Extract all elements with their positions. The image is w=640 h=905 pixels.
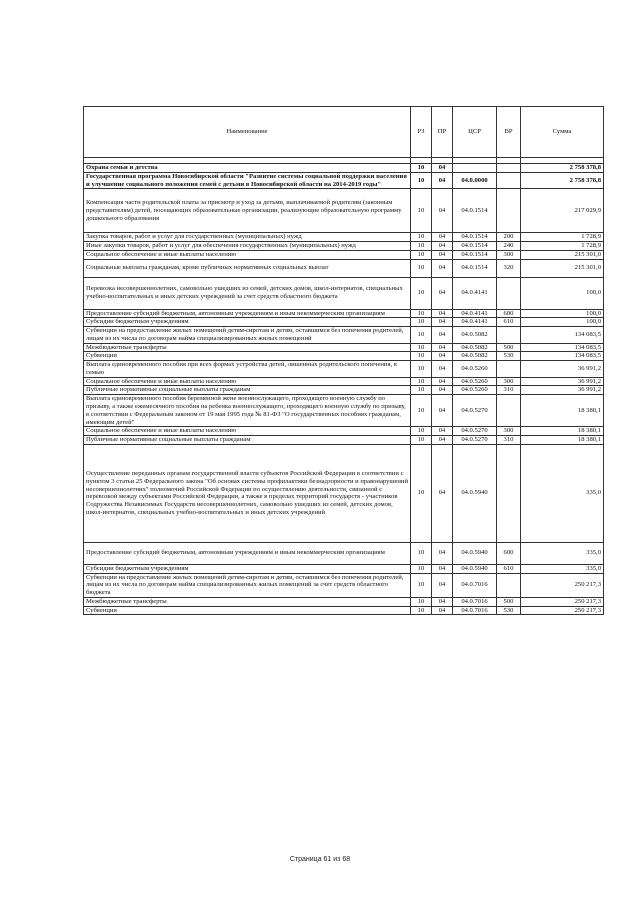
cell-pr: 04 [432,318,453,327]
header-rz: РЗ [411,107,432,158]
cell-csr [453,164,497,173]
cell-vr: 300 [497,427,521,436]
cell-rz: 10 [411,189,432,233]
cell-csr: 04.0.1514 [453,250,497,259]
table-row [84,327,604,344]
cell-csr: 04.0.5940 [453,444,497,542]
header-vr: ВР [497,107,521,158]
cell-sum: 36 991,2 [521,377,604,386]
cell-pr: 04 [432,250,453,259]
cell-sum: 134 083,5 [521,327,604,344]
cell-rz: 10 [411,395,432,427]
cell-vr: 610 [497,318,521,327]
table-row [84,343,604,352]
cell-vr: 300 [497,377,521,386]
cell-vr [497,573,521,597]
cell-rz: 10 [411,597,432,606]
table-row [84,444,604,542]
cell-pr: 04 [432,172,453,189]
cell-rz: 10 [411,318,432,327]
cell-rz: 10 [411,327,432,344]
cell-pr: 04 [432,277,453,309]
cell-csr: 04.0.1514 [453,233,497,242]
header-sum: Сумма [521,107,604,158]
cell-sum: 18 380,1 [521,436,604,445]
table-row [84,189,604,233]
cell-rz: 10 [411,250,432,259]
cell-sum: 250 217,3 [521,573,604,597]
cell-csr: 04.0.7016 [453,597,497,606]
cell-name: Межбюджетные трансферты [84,597,411,606]
cell-name: Предоставление субсидий бюджетным, автономным учреждениям и иным некоммерческим организациям [84,542,411,564]
cell-csr: 04.0.4141 [453,309,497,318]
cell-csr: 04.0.5940 [453,542,497,564]
cell-pr: 04 [432,444,453,542]
cell-pr: 04 [432,395,453,427]
cell-pr: 04 [432,189,453,233]
cell-csr: 04.0.1514 [453,189,497,233]
cell-rz: 10 [411,427,432,436]
cell-rz: 10 [411,564,432,573]
cell-pr: 04 [432,164,453,173]
cell-csr: 04.0.5270 [453,395,497,427]
cell-name: Публичные нормативные социальные выплаты гражданам [84,386,411,395]
table-row [84,164,604,173]
cell-rz: 10 [411,361,432,378]
cell-rz: 10 [411,164,432,173]
cell-vr: 600 [497,542,521,564]
cell-rz: 10 [411,343,432,352]
cell-name: Компенсация части родительской платы за присмотр и уход за детьми, выплачиваемой родителям (законным представителям) детей, посещающих образовательные организации, реализующие образовательную программу дошкольного образования [84,189,411,233]
budget-table [83,106,604,615]
table-row [84,172,604,189]
cell-csr: 04.0.1514 [453,242,497,251]
table-row [84,606,604,615]
cell-name: Социальное обеспечение и иные выплаты населению [84,250,411,259]
cell-pr: 04 [432,327,453,344]
cell-name: Закупка товаров, работ и услуг для государственных (муниципальных) нужд [84,233,411,242]
cell-csr: 04.0.5260 [453,377,497,386]
table-row [84,564,604,573]
table-row [84,386,604,395]
cell-pr: 04 [432,352,453,361]
cell-name: Публичные нормативные социальные выплаты гражданам [84,436,411,445]
cell-pr: 04 [432,233,453,242]
header-csr: ЦСР [453,107,497,158]
cell-csr: 04.0.5260 [453,386,497,395]
table-row [84,318,604,327]
cell-sum: 36 991,2 [521,361,604,378]
cell-pr: 04 [432,606,453,615]
cell-pr: 04 [432,242,453,251]
cell-vr: 320 [497,259,521,277]
cell-rz: 10 [411,352,432,361]
table-row [84,250,604,259]
cell-csr: 04.0.7016 [453,573,497,597]
cell-sum: 250 217,3 [521,597,604,606]
cell-vr: 610 [497,564,521,573]
cell-sum: 1 728,9 [521,233,604,242]
cell-sum: 335,0 [521,564,604,573]
cell-pr: 04 [432,542,453,564]
cell-pr: 04 [432,259,453,277]
cell-vr: 300 [497,250,521,259]
cell-rz: 10 [411,233,432,242]
cell-sum: 134 083,5 [521,352,604,361]
cell-rz: 10 [411,242,432,251]
cell-name: Социальные выплаты гражданам, кроме публичных нормативных социальных выплат [84,259,411,277]
cell-pr: 04 [432,427,453,436]
cell-csr: 04.0.1514 [453,259,497,277]
table-row [84,361,604,378]
cell-csr: 04.0.4141 [453,318,497,327]
table-row [84,352,604,361]
cell-csr: 04.0.5082 [453,343,497,352]
cell-vr [497,361,521,378]
cell-sum: 18 380,1 [521,427,604,436]
table-header-row [84,107,604,158]
cell-pr: 04 [432,361,453,378]
cell-csr: 04.0.7016 [453,606,497,615]
cell-name: Субвенции на предоставление жилых помещений детям-сиротам и детям, оставшимся без попечения родителей, лицам из их числа по договорам найма специализированных жилых помещений за счет средств областного бюджета [84,573,411,597]
cell-csr: 04.0.0000 [453,172,497,189]
cell-vr: 200 [497,233,521,242]
header-name: Наименование [84,107,411,158]
cell-vr [497,189,521,233]
table-row [84,233,604,242]
cell-sum: 1 728,9 [521,242,604,251]
cell-name: Предоставление субсидий бюджетным, автономным учреждениям и иным некоммерческим организациям [84,309,411,318]
cell-vr [497,395,521,427]
cell-rz: 10 [411,172,432,189]
page-number: Страница 61 из 68 [289,856,351,863]
cell-vr: 530 [497,606,521,615]
cell-name: Перевозка несовершеннолетних, самовольно ушедших из семей, детских домов, школ-интернатов, специальных учебно-воспитательных и иных детских учреждений за счет средств областного бюджета [84,277,411,309]
cell-pr: 04 [432,386,453,395]
cell-name: Осуществление переданных органам государственной власти субъектов Российской Федерации в соответствии с пунктом 3 статьи 25 Федерального закона "Об основах системы профилактики безнадзорности и правонарушений несовершеннолетних" полномочий Российской Федерации по осуществлению деятельности, связанной с перевозкой между субъектами Российской Федерации, а также в пределах территорий государств - участников Содружества Независимых Государств несовершеннолетних, самовольно ушедших из семей, детских домов, школ-интернатов, специальных учебно-воспитательных и иных детских учреждений [84,444,411,542]
cell-name: Субсидии бюджетным учреждениям [84,564,411,573]
cell-pr: 04 [432,597,453,606]
cell-rz: 10 [411,444,432,542]
cell-vr: 500 [497,343,521,352]
cell-vr: 310 [497,386,521,395]
cell-pr: 04 [432,377,453,386]
cell-name: Субсидии бюджетным учреждениям [84,318,411,327]
cell-csr: 04.0.5082 [453,327,497,344]
table-row [84,597,604,606]
cell-sum: 250 217,3 [521,606,604,615]
cell-rz: 10 [411,606,432,615]
cell-name: Иные закупки товаров, работ и услуг для обеспечения государственных (муниципальных) нужд [84,242,411,251]
cell-vr: 530 [497,352,521,361]
cell-vr [497,164,521,173]
cell-rz: 10 [411,386,432,395]
table-row [84,436,604,445]
cell-name: Выплата единовременного пособия при всех формах устройства детей, лишенных родительского попечения, в семью [84,361,411,378]
table-row [84,277,604,309]
table-row [84,573,604,597]
cell-vr [497,277,521,309]
cell-sum: 100,0 [521,309,604,318]
cell-name: Субвенции [84,606,411,615]
table-row [84,542,604,564]
cell-pr: 04 [432,343,453,352]
cell-name: Государственная программа Новосибирской области "Развитие системы социальной поддержки населения и улучшение социального положения семей с детьми в Новосибирской области на 2014-2019 годы" [84,172,411,189]
cell-vr: 600 [497,309,521,318]
cell-rz: 10 [411,573,432,597]
cell-sum: 36 991,2 [521,386,604,395]
cell-csr: 04.0.5270 [453,427,497,436]
table-row [84,242,604,251]
cell-rz: 10 [411,542,432,564]
cell-name: Социальное обеспечение и иные выплаты населению [84,427,411,436]
cell-rz: 10 [411,377,432,386]
cell-sum: 217 029,9 [521,189,604,233]
cell-rz: 10 [411,259,432,277]
cell-sum: 335,0 [521,542,604,564]
cell-sum: 335,0 [521,444,604,542]
cell-sum: 100,0 [521,318,604,327]
cell-sum: 215 301,0 [521,250,604,259]
cell-name: Выплата единовременного пособия беременной жене военнослужащего, проходящего военную службу по призыву, а также ежемесячного пособия на ребенка военнослужащего, проходящего военную службу по призыву, в соответствии с Федеральным законом от 19 мая 1995 года № 81-ФЗ "О государственных пособиях гражданам, имеющим детей" [84,395,411,427]
table-row [84,309,604,318]
cell-csr: 04.0.5082 [453,352,497,361]
cell-rz: 10 [411,436,432,445]
cell-csr: 04.0.5260 [453,361,497,378]
cell-sum: 100,0 [521,277,604,309]
cell-name: Субвенции на предоставление жилых помещений детям-сиротам и детям, оставшимся без попечения родителей, лицам из их числа по договорам найма специализированных жилых помещений [84,327,411,344]
cell-vr: 500 [497,597,521,606]
cell-csr: 04.0.4141 [453,277,497,309]
header-pr: ПР [432,107,453,158]
cell-pr: 04 [432,436,453,445]
cell-csr: 04.0.5940 [453,564,497,573]
cell-pr: 04 [432,564,453,573]
cell-pr: 04 [432,309,453,318]
cell-sum: 134 083,5 [521,343,604,352]
cell-vr: 310 [497,436,521,445]
cell-name: Субвенции [84,352,411,361]
table-row [84,259,604,277]
cell-vr [497,327,521,344]
cell-pr: 04 [432,573,453,597]
cell-sum: 18 380,1 [521,395,604,427]
cell-csr: 04.0.5270 [453,436,497,445]
cell-vr: 240 [497,242,521,251]
cell-vr [497,444,521,542]
table-row [84,377,604,386]
table-row [84,427,604,436]
cell-name: Социальное обеспечение и иные выплаты населению [84,377,411,386]
cell-sum: 2 758 378,8 [521,164,604,173]
cell-rz: 10 [411,309,432,318]
cell-rz: 10 [411,277,432,309]
cell-vr [497,172,521,189]
table-body [84,158,604,615]
cell-sum: 2 758 378,8 [521,172,604,189]
cell-sum: 215 301,0 [521,259,604,277]
cell-name: Охрана семьи и детства [84,164,411,173]
cell-name: Межбюджетные трансферты [84,343,411,352]
table-row [84,395,604,427]
